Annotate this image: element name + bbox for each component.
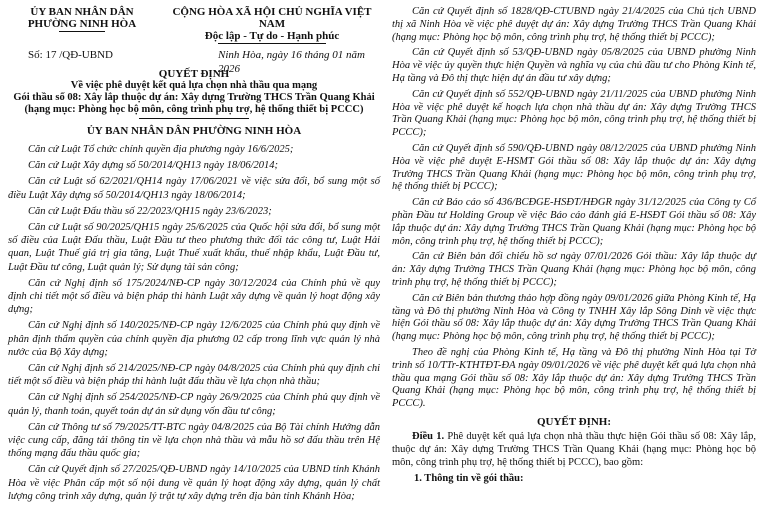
date-prefix: Ninh Hòa, ngày [218, 49, 288, 61]
legal-basis-item: Căn cứ Quyết định số 53/QĐ-UBND ngày 05/8/2025 của UBND phường Ninh Hòa về việc ủy quyền thực hiện Quyền và nghĩa vụ của chủ đầu tư cho Phòng Kinh tế, Hạ tầng và Đô thị thực hiện dự án đầu tư xây dựng; [392, 47, 756, 84]
title-line-2: Gói thầu số 08: Xây lắp thuộc dự án: Xây dựng Trường THCS Trần Quang Khải [13, 92, 375, 103]
number-prefix: Số: [28, 49, 43, 61]
article-1 [392, 431, 756, 469]
left-column [8, 6, 380, 506]
org-line-2: PHƯỜNG NINH HÒA [27, 18, 137, 30]
motto-underline [218, 43, 326, 44]
legal-basis-item: Căn cứ Nghị định số 175/2024/NĐ-CP ngày 30/12/2024 của Chính phủ về quy định chi tiết một số điều và biện pháp thi hành Luật xây dựng về quản lý hoạt động xây dựng; [8, 277, 380, 316]
legal-basis-item: Căn cứ Nghị định số 140/2025/NĐ-CP ngày 12/6/2025 của Chính phủ quy định về phân định thẩm quyền của chính quyền địa phương 02 cấp trong lĩnh vực quản lý nhà nước của Bộ Xây dựng; [8, 320, 380, 358]
legal-basis-item: Căn cứ Luật số 90/2025/QH15 ngày 25/6/2025 của Quốc hội sửa đổi, bổ sung một số điều của Luật Đấu thầu, Luật Đầu tư theo phương thức đối tác công tư, Luật Hải quan, Luật Thuế giá trị gia tăng, Luật Thuế xuất khẩu, thuế nhập khẩu, Luật Đầu tư, Luật Đầu tư công, Luật quản lý; Sử dụng tài sản công; [8, 222, 380, 273]
legal-basis-item: Căn cứ Quyết định số 1828/QĐ-CTUBND ngày 21/4/2025 của Chủ tịch UBND thị xã Ninh Hòa về việc phê duyệt dự án: Xây dựng Trường THCS Trần Quang Khải (hạng mục: Phòng học bộ môn, công trình phụ trợ, hệ thống thiết bị PCCC); [392, 6, 756, 43]
article-1-text: Phê duyệt kết quả lựa chọn nhà thầu thực hiện Gói thầu số 08: Xây lắp, thuộc dự án: Xây dựng Trường THCS Trần Quang Khải (hạng mục: Phòng học bộ môn, công trình phụ trợ, hệ thống thiết bị PCCC), bao gồm: [392, 430, 757, 468]
legal-basis-item: Căn cứ Quyết định số 27/2025/QĐ-UBND ngày 14/10/2025 của UBND tỉnh Khánh Hòa về việc Phân cấp một số nội dung về quản lý hoạt động xây dựng, quản lý chất lượng công trình xây dựng, quản lý trật tự xây dựng trên địa bàn tỉnh Khánh Hòa; [8, 464, 380, 502]
number-suffix: /QĐ-UBND [59, 49, 113, 61]
legal-basis-item: Căn cứ Luật Tổ chức chính quyền địa phương ngày 16/6/2025; [28, 144, 294, 155]
title-line-1: Về việc phê duyệt kết quả lựa chọn nhà thầu qua mạng [70, 80, 318, 91]
legal-basis-item: Căn cứ Nghị định số 254/2025/NĐ-CP ngày 26/9/2025 của Chính phủ quy định về quản lý, thanh toán, quyết toán dự án sử dụng vốn đầu tư công; [8, 392, 380, 417]
right-legal-bases [392, 6, 756, 411]
date-day: 16 [290, 49, 302, 61]
document-number [28, 48, 113, 62]
national-heading [164, 6, 380, 44]
decision-heading: QUYẾT ĐỊNH: [536, 415, 612, 428]
document-type: QUYẾT ĐỊNH [158, 68, 230, 80]
legal-basis-item: Căn cứ Quyết định số 590/QĐ-UBND ngày 08/12/2025 của UBND phường Ninh Hòa về việc phê duyệt E-HSMT Gói thầu số 08: Xây lắp thuộc dự án: Xây dựng Trường THCS Trần Quang Khải (hạng mục: Phòng học bộ môn, công trình phụ trợ, hệ thống thiết bị PCCC); [392, 142, 756, 193]
legal-basis-item: Căn cứ Luật Xây dựng số 50/2014/QH13 ngày 18/06/2014; [28, 160, 279, 172]
legal-basis-item: Căn cứ Báo cáo số 436/BCĐGE-HSĐT/HĐGR ngày 31/12/2025 của Công ty Cổ phần Đầu tư Holding Group về việc Báo cáo đánh giá E-HSĐT Gói thầu số 08: Xây lắp thuộc dự án: Xây dựng Trường THCS Trần Quang Khải (hạng mục: Phòng học bộ môn, công trình phụ trợ, hệ thống thiết bị PCCC); [392, 197, 756, 247]
right-column [392, 6, 756, 485]
number-value: 17 [45, 49, 57, 61]
title-separator [139, 118, 249, 119]
legal-basis-item: Căn cứ Biên bản đối chiếu hồ sơ ngày 07/01/2026 Gói thầu: Xây lắp thuộc dự án: Xây dựng Trường THCS Trần Quang Khải (hạng mục: Phòng học bộ môn, công trình phụ trợ, hệ thống thiết bị PCCC); [392, 251, 756, 288]
issuing-authority: ỦY BAN NHÂN DÂN PHƯỜNG NINH HÒA [86, 125, 302, 137]
article-1-label: Điều 1. [412, 430, 445, 442]
org-line-1: ỦY BAN NHÂN DÂN [30, 6, 134, 18]
issuing-organization [16, 6, 148, 32]
document-header [8, 6, 380, 46]
title-line-3: (hạng mục: Phòng học bộ môn, công trình phụ trợ, hệ thống thiết bị PCCC) [24, 104, 364, 115]
nation-name: CỘNG HÒA XÃ HỘI CHỦ NGHĨA VIỆT NAM [172, 6, 372, 30]
legal-basis-item: Căn cứ Thông tư số 79/2025/TT-BTC ngày 04/8/2025 của Bộ Tài chính Hướng dẫn việc cung cấp, đăng tải thông tin về lựa chọn nhà thầu và mẫu hồ sơ đấu thầu trên Hệ thống mạng đấu thầu quốc gia; [8, 421, 380, 460]
section-1-heading: 1. Thông tin về gói thầu: [414, 473, 524, 485]
legal-basis-item: Căn cứ Luật số 62/2021/QH14 ngày 17/06/2021 về việc sửa đổi, bổ sung một số điều Luật Xây dựng số 50/2014/QH13 ngày 18/06/2014; [8, 176, 380, 201]
legal-basis-item: Căn cứ Quyết định số 552/QĐ-UBND ngày 21/11/2025 của UBND phường Ninh Hòa về việc phê duyệt kế hoạch lựa chọn nhà thầu dự án: Xây dựng Trường THCS Trần Quang Khải (hạng mục: Phòng học bộ môn, công trình phụ trợ, hệ thống thiết bị PCCC); [392, 88, 756, 139]
legal-basis-item: Căn cứ Biên bản thương thảo hợp đồng ngày 09/01/2026 giữa Phòng Kinh tế, Hạ tầng và Đô thị phường Ninh Hòa và Công ty TNHH Xây lắp Sông Dinh về việc thực hiện Gói thầu số 08: Xây lắp thuộc dự án: Xây dựng Trường THCS Trần Quang Khải (hạng mục: Phòng học bộ môn, công trình phụ trợ, hệ thống thiết bị PCCC); [392, 292, 756, 343]
left-legal-bases [8, 143, 380, 503]
date-month-year: tháng 01 năm 2026 [218, 49, 365, 75]
legal-basis-item: Căn cứ Nghị định số 214/2025/NĐ-CP ngày 04/8/2025 của Chính phủ quy định chi tiết một số điều và biện pháp thi hành luật đấu thầu về lựa chọn nhà thầu; [8, 363, 380, 388]
national-motto: Độc lập - Tự do - Hạnh phúc [204, 30, 340, 42]
legal-basis-item: Căn cứ Luật Đấu thầu số 22/2023/QH15 ngày 23/6/2023; [28, 205, 272, 217]
org-underline [59, 31, 105, 32]
document-date [218, 48, 380, 76]
legal-basis-item: Theo đề nghị của Phòng Kinh tế, Hạ tầng và Đô thị phường Ninh Hòa tại Tờ trình số 10/TTr-KTHTĐT-ĐA ngày 09/01/2026 về việc phê duyệt kết quả lựa chọn nhà thầu qua mạng Gói thầu số 08: Xây lắp thuộc dự án: Xây dựng Trường THCS Trần Quang Khải (hạng mục: Phòng học bộ môn, công trình phụ trợ, hệ thống thiết bị PCCC). [392, 346, 756, 410]
